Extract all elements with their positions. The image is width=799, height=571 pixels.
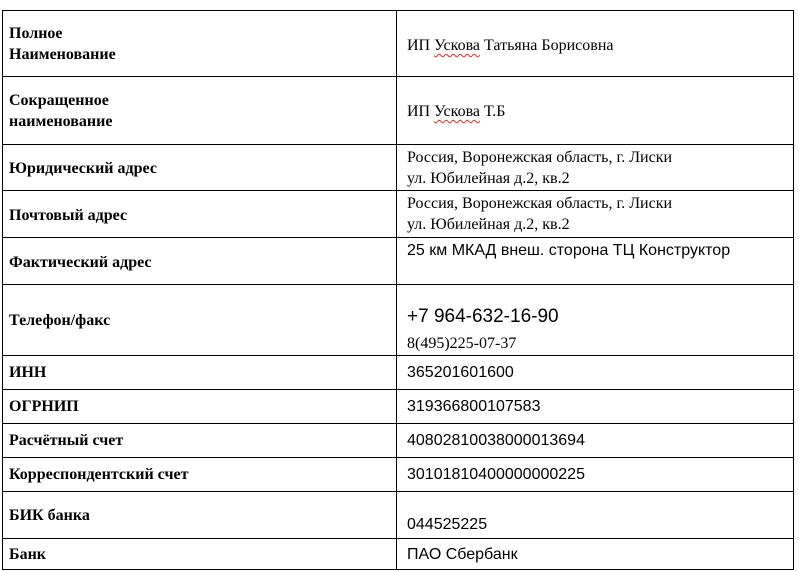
spellcheck-word: Ускова bbox=[434, 103, 481, 120]
row-divider bbox=[2, 538, 794, 539]
row-divider bbox=[2, 284, 794, 285]
label-short-name: Сокращенное наименование bbox=[9, 92, 113, 130]
label-bank: Банк bbox=[9, 546, 47, 563]
label-actual-address: Фактический адрес bbox=[9, 254, 152, 271]
label-legal-address: Юридический адрес bbox=[9, 160, 157, 177]
label-account: Расчётный счет bbox=[9, 432, 124, 449]
value-suffix: Татьяна Борисовна bbox=[480, 37, 614, 54]
row-divider bbox=[2, 144, 794, 145]
value-short-name bbox=[407, 101, 792, 122]
label-full-name: Полное Наименование bbox=[9, 25, 116, 63]
value-phone: +7 964-632-16-90 bbox=[407, 306, 559, 327]
value-account: 40802810038000013694 bbox=[407, 432, 585, 449]
row-divider bbox=[2, 389, 794, 390]
row-divider bbox=[2, 190, 794, 191]
spellcheck-word: Ускова bbox=[434, 37, 481, 54]
value-suffix: Т.Б bbox=[480, 103, 506, 120]
value-actual-address: 25 км МКАД внеш. сторона ТЦ Конструктор bbox=[407, 242, 731, 259]
label-ogrnip: ОГРНИП bbox=[9, 398, 79, 415]
row-divider bbox=[2, 457, 794, 458]
value-inn: 365201601600 bbox=[407, 364, 514, 381]
value-postal-address: Россия, Воронежская область, г. Лиски ул. Юбилейная д.2, кв.2 bbox=[407, 195, 673, 233]
value-legal-address: Россия, Воронежская область, г. Лиски ул. Юбилейная д.2, кв.2 bbox=[407, 149, 673, 187]
value-ogrnip: 319366800107583 bbox=[407, 398, 541, 415]
label-inn: ИНН bbox=[9, 364, 47, 381]
value-prefix: ИП bbox=[407, 37, 435, 54]
row-divider bbox=[2, 237, 794, 238]
value-bik: 044525225 bbox=[407, 516, 488, 533]
value-fax: 8(495)225-07-37 bbox=[407, 335, 517, 352]
label-phone: Телефон/факс bbox=[9, 312, 111, 329]
column-divider bbox=[396, 10, 397, 570]
value-full-name bbox=[407, 35, 792, 56]
value-corr-account: 30101810400000000225 bbox=[407, 466, 585, 483]
row-divider bbox=[2, 76, 794, 77]
value-prefix: ИП bbox=[407, 103, 435, 120]
row-divider bbox=[2, 423, 794, 424]
value-bank: ПАО Сбербанк bbox=[407, 546, 518, 563]
row-divider bbox=[2, 355, 794, 356]
row-divider bbox=[2, 491, 794, 492]
label-corr-account: Корреспондентский счет bbox=[9, 466, 189, 483]
label-bik: БИК банка bbox=[9, 507, 90, 524]
label-postal-address: Почтовый адрес bbox=[9, 207, 128, 224]
